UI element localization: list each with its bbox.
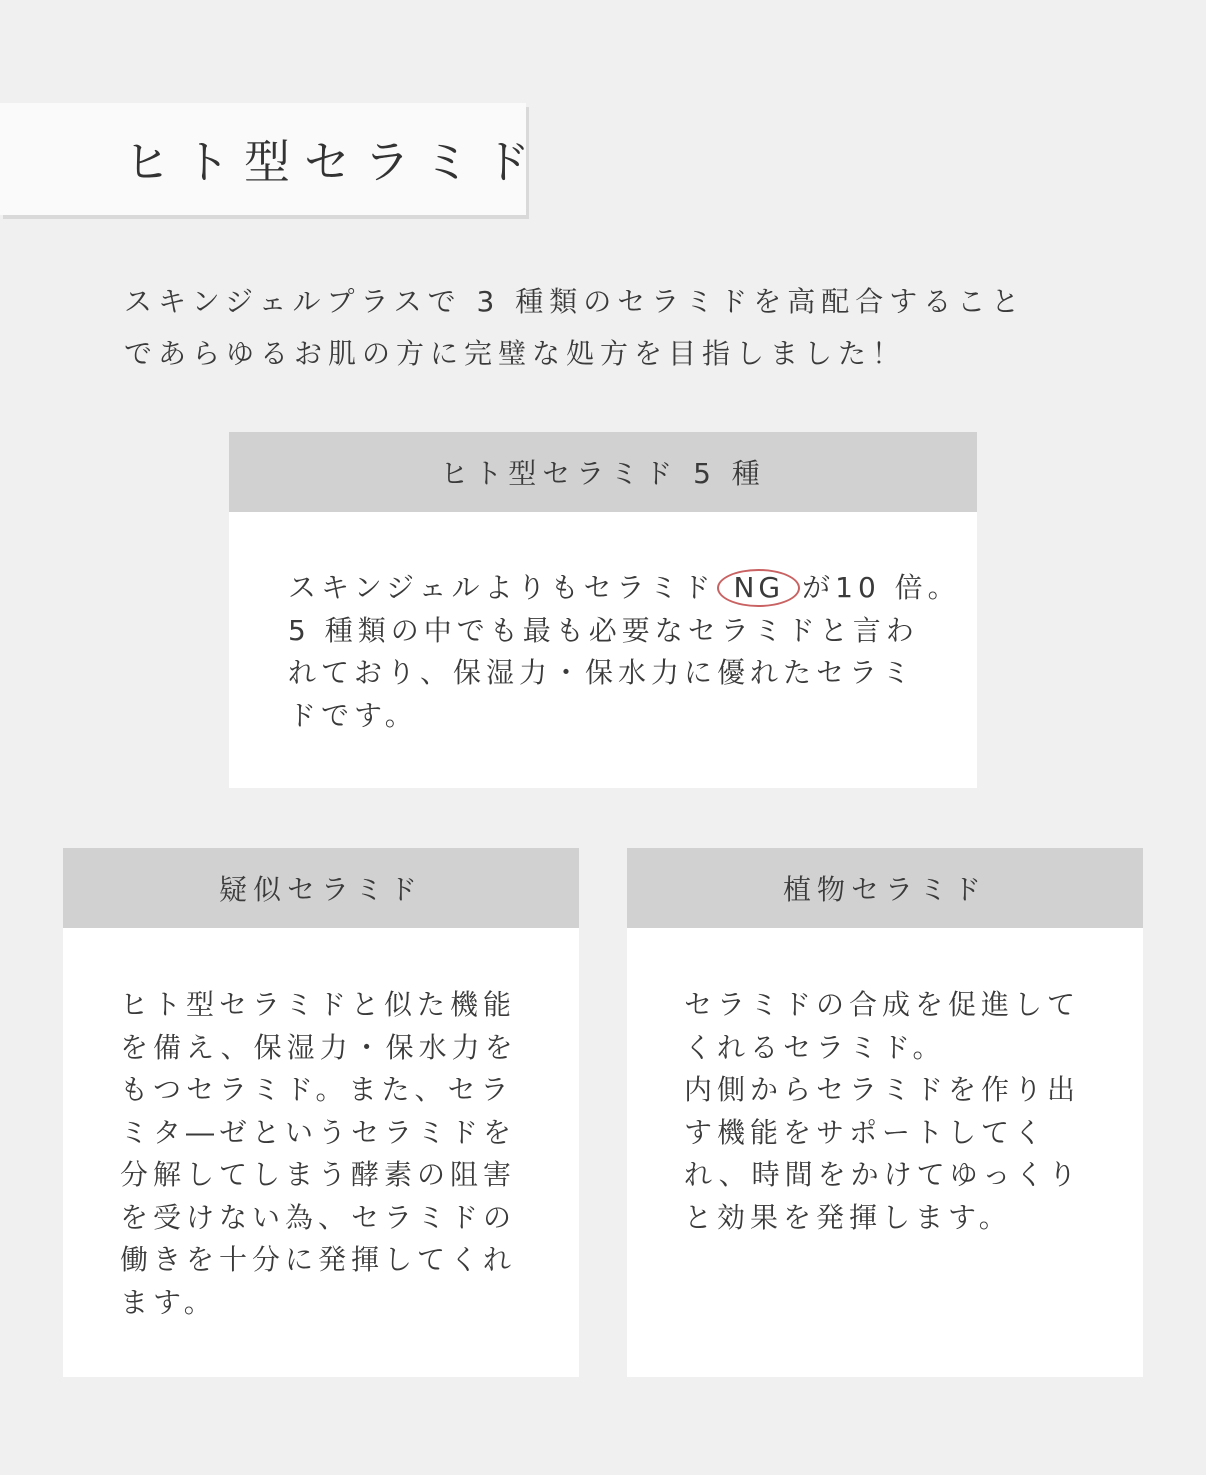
pseudo-ceramide-heading: 疑似セラミド <box>63 848 579 928</box>
intro-text <box>124 276 1084 380</box>
body-line: れ、時間をかけてゆっくり <box>684 1158 1082 1191</box>
body-line: 内側からセラミドを作り出 <box>684 1073 1081 1106</box>
body-text: スキンジェルよりもセラミド <box>288 571 716 604</box>
body-line: 働きを十分に発揮してくれ <box>120 1243 517 1276</box>
body-line: セラミドの合成を促進して <box>684 988 1081 1021</box>
body-line: を備え、保湿力・保水力を <box>120 1030 518 1064</box>
body-line: ドです。 <box>288 698 418 732</box>
body-line: れており、保湿力・保水力に優れたセラミ <box>288 656 916 689</box>
body-line: を受けない為、セラミドの <box>120 1200 517 1234</box>
intro-line: であらゆるお肌の方に完璧な処方を目指しました！ <box>124 337 907 370</box>
human-ceramide-heading: ヒト型セラミド 5 種 <box>229 432 977 512</box>
body-line: 分解してしまう酵素の阻害 <box>120 1158 517 1191</box>
pseudo-ceramide-body <box>120 984 518 1324</box>
body-line: す機能をサポートしてく <box>684 1115 1048 1149</box>
intro-line: スキンジェルプラスで 3 種類のセラミドを高配合すること <box>124 285 1026 318</box>
body-text: が10 倍。 <box>802 571 961 604</box>
plant-ceramide-heading: 植物セラミド <box>627 848 1143 928</box>
body-line: 5 種類の中でも最も必要なセラミドと言わ <box>288 613 919 647</box>
body-line: ヒト型セラミドと似た機能 <box>120 988 517 1021</box>
body-line: と効果を発揮します。 <box>684 1200 1012 1234</box>
body-line: ます。 <box>120 1285 217 1319</box>
body-line: もつセラミド。また、セラ <box>120 1073 514 1106</box>
body-line <box>288 567 961 610</box>
ng-circled-text: NG <box>717 569 800 607</box>
page-title: ヒト型セラミド <box>124 135 544 189</box>
body-line: ミタ―ゼというセラミドを <box>120 1115 517 1149</box>
plant-ceramide-body <box>684 984 1081 1239</box>
body-line: くれるセラミド。 <box>684 1030 946 1064</box>
human-ceramide-body <box>288 567 961 737</box>
